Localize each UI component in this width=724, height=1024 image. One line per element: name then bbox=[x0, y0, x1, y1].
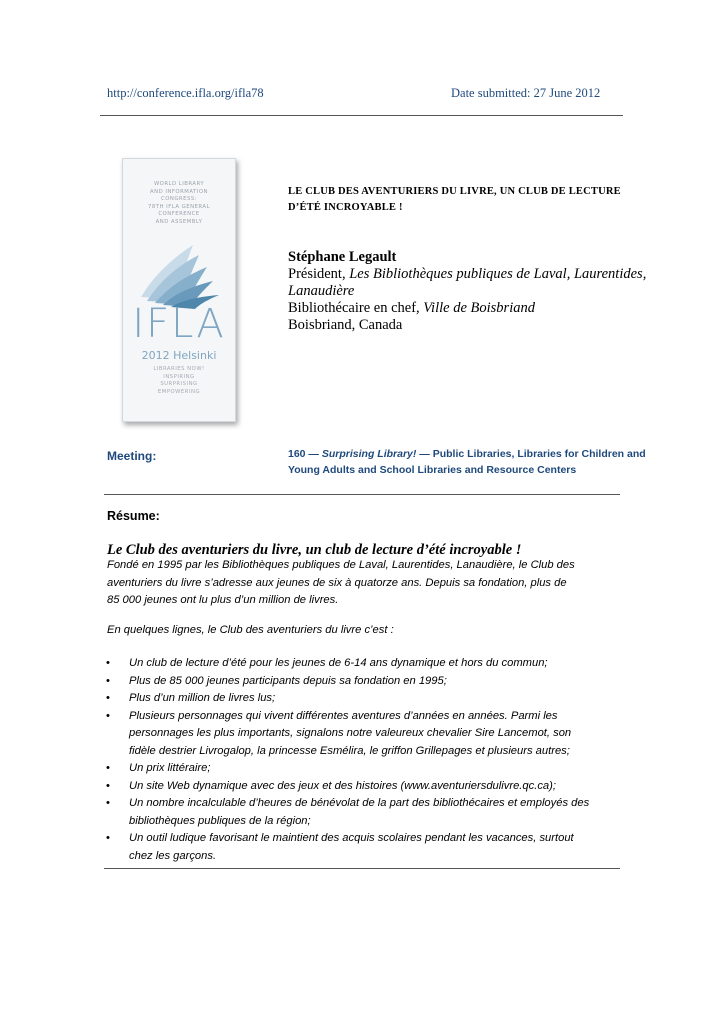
author-location: Boisbriand, Canada bbox=[288, 317, 403, 333]
list-item: • Plus de 85 000 jeunes participants depuis sa fondation en 1995; bbox=[106, 674, 447, 687]
meeting-details: 160 — Surprising Library! — Public Libraries, Libraries for Children and Young Adults and School Libraries and Resource Centers bbox=[288, 448, 646, 476]
author-name: Stéphane Legault bbox=[288, 249, 397, 265]
list-item: • Un club de lecture d’été pour les jeunes de 6-14 ans dynamique et hors du commun; bbox=[106, 657, 548, 669]
meeting-divider bbox=[104, 494, 620, 495]
author-role-2: Bibliothécaire en chef, Ville de Boisbriand bbox=[288, 300, 535, 316]
resume-paragraph: Fondé en 1995 par les Bibliothèques publiques de Laval, Laurentides, Lanaudière, le Club des aventuriers du livre s’adresse aux jeunes de six à quatorze ans. Depuis sa fondation, plus de 85 000 jeunes ont lu plus d’un million de livres. bbox=[107, 559, 575, 606]
resume-intro: En quelques lignes, le Club des aventuriers du livre c’est : bbox=[107, 624, 394, 636]
conference-url[interactable]: http://conference.ifla.org/ifla78 bbox=[107, 86, 264, 100]
logo-motto: LIBRARIES NOW! INSPIRING SURPRISING EMPOWERING bbox=[153, 366, 205, 395]
paper-title bbox=[288, 184, 648, 216]
list-item: • Plusieurs personnages qui vivent différentes aventures d’années en années. Parmi les personnages les plus importants, signalons notre valeureux chevalier Sire Lancemot, son fidèle destrier Livrogalop, la princesse Esmélira, le griffon Grillepages et plusieurs autres; bbox=[106, 709, 572, 757]
paper-title-line-1: LE CLUB DES AVENTURIERS DU LIVRE, UN CLUB DE LECTURE bbox=[288, 186, 621, 197]
list-item: • Un site Web dynamique avec des jeux et des histoires (www.aventuriersdulivre.qc.ca); bbox=[106, 779, 556, 792]
book-pages-icon bbox=[133, 237, 225, 311]
list-item: • Un nombre incalculable d’heures de bénévolat de la part des bibliothécaires et employés des bibliothèques publiques de la région; bbox=[106, 797, 590, 827]
resume-subtitle: Le Club des aventuriers du livre, un club de lecture d’été incroyable ! bbox=[107, 542, 522, 558]
logo-congress-text: WORLD LIBRARY AND INFORMATION CONGRESS: 78TH IFLA GENERAL CONFERENCE AND ASSEMBLY bbox=[148, 181, 210, 225]
paper-title-line-2: D’ÉTÉ INCROYABLE ! bbox=[288, 202, 403, 213]
list-item: • Un prix littéraire; bbox=[106, 762, 211, 774]
session-title: Surprising Library! bbox=[321, 448, 417, 460]
resume-bullet-list bbox=[106, 655, 626, 865]
meeting-label: Meeting: bbox=[107, 449, 157, 463]
list-item: • Plus d’un million de livres lus; bbox=[106, 692, 276, 704]
author-block bbox=[288, 249, 658, 334]
ifla-2012-helsinki-logo bbox=[122, 158, 236, 422]
resume-heading: Résume: bbox=[107, 509, 160, 523]
resume-bottom-divider bbox=[104, 868, 620, 869]
header-divider bbox=[100, 115, 623, 116]
date-submitted: Date submitted: 27 June 2012 bbox=[451, 86, 601, 100]
logo-ifla-wordmark: IFLA bbox=[132, 301, 226, 347]
author-role-1-cont: Lanaudière bbox=[288, 283, 355, 299]
logo-year-city: 2012 Helsinki bbox=[141, 349, 217, 362]
author-role-1: Président, Les Bibliothèques publiques de Laval, Laurentides, bbox=[288, 266, 647, 282]
list-item: • Un outil ludique favorisant le maintient des acquis scolaires pendant les vacances, surtout chez les garçons. bbox=[106, 832, 574, 862]
